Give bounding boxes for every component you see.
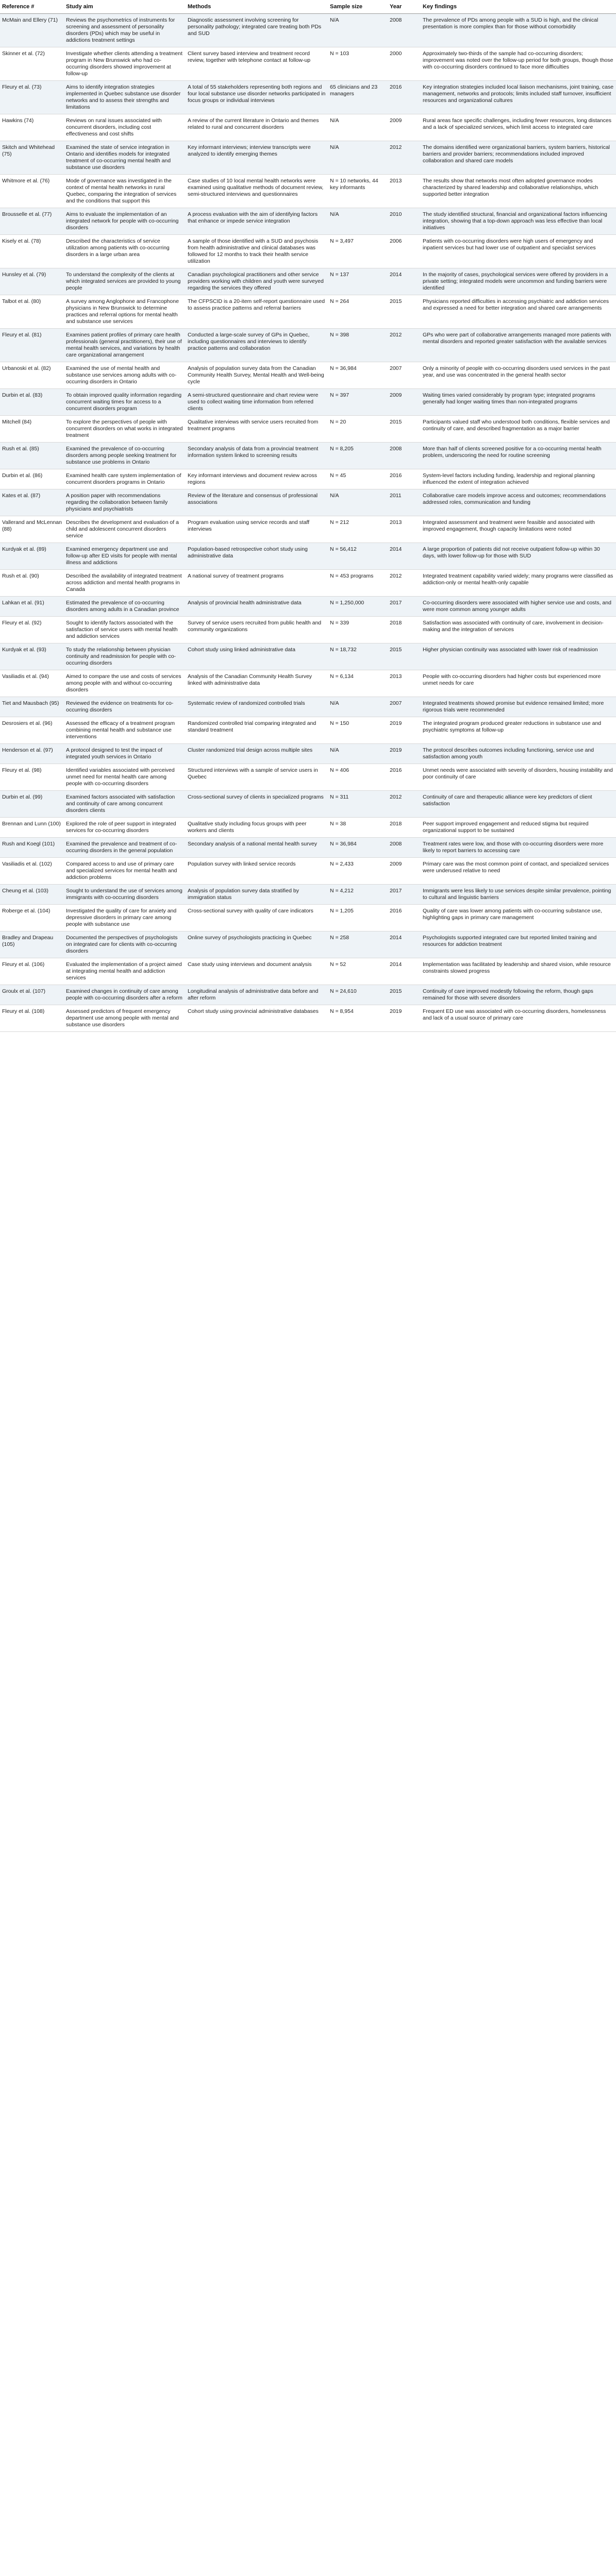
cell-reference: Kurdyak et al. (93) [0, 643, 64, 670]
table-row [0, 670, 616, 697]
cell-reference: Urbanoski et al. (82) [0, 362, 64, 389]
table-row [0, 329, 616, 362]
cell-key-findings: GPs who were part of collaborative arrangements managed more patients with mental disorders and reported greater satisfaction with the available services [421, 329, 616, 362]
cell-key-findings: People with co-occurring disorders had higher costs but experienced more unmet needs for care [421, 670, 616, 697]
cell-study-aim: To obtain improved quality information regarding concurrent waiting times for access to a concurrent disorders program [64, 389, 186, 416]
cell-methods: Analysis of the Canadian Community Health Survey linked with administrative data [186, 670, 328, 697]
cell-methods: Canadian psychological practitioners and other service providers working with children and youth were surveyed regarding the services they offered [186, 268, 328, 295]
cell-year: 2011 [388, 489, 421, 516]
cell-key-findings: Approximately two-thirds of the sample had co-occurring disorders; improvement was noted over the follow-up period for both groups, though those with co-occurring disorders continued to face more difficulties [421, 47, 616, 81]
cell-year: 2015 [388, 985, 421, 1005]
cell-study-aim: Examined the state of service integration in Ontario and identifies models for integrated treatment of co-occurring mental health and substance use disorders [64, 141, 186, 175]
cell-study-aim: Investigated the quality of care for anxiety and depressive disorders in primary care among people with substance use [64, 905, 186, 931]
cell-study-aim: Describes the development and evaluation of a child and adolescent concurrent disorders service [64, 516, 186, 543]
cell-methods: Randomized controlled trial comparing integrated and standard treatment [186, 717, 328, 744]
cell-year: 2018 [388, 818, 421, 838]
cell-methods: Cohort study using linked administrative data [186, 643, 328, 670]
cell-methods: A total of 55 stakeholders representing both regions and four local substance use disorder networks participated in focus groups or individual interviews [186, 81, 328, 114]
cell-sample-size: N/A [328, 114, 388, 141]
cell-sample-size: N = 453 programs [328, 570, 388, 597]
cell-study-aim: A position paper with recommendations regarding the collaboration between family physicians and psychiatrists [64, 489, 186, 516]
cell-study-aim: Examines patient profiles of primary care health professionals (general practitioners), their use of mental health services, and variations by health care organizational arrangement [64, 329, 186, 362]
cell-key-findings: The domains identified were organizational barriers, system barriers, historical barriers and provider barriers; recommendations included improved collaboration and shared care models [421, 141, 616, 175]
table-row [0, 617, 616, 643]
cell-key-findings: The results show that networks most often adopted governance modes characterized by shared leadership and collaborative relationships, which supported better integration [421, 175, 616, 208]
cell-sample-size: N = 1,205 [328, 905, 388, 931]
table-row [0, 985, 616, 1005]
cell-sample-size: N = 1,250,000 [328, 597, 388, 617]
cell-methods: Qualitative interviews with service users recruited from treatment programs [186, 416, 328, 443]
cell-methods: Key informant interviews and document review across regions [186, 469, 328, 489]
cell-year: 2012 [388, 329, 421, 362]
cell-methods: Program evaluation using service records and staff interviews [186, 516, 328, 543]
cell-reference: Groulx et al. (107) [0, 985, 64, 1005]
table-row [0, 208, 616, 235]
table-body [0, 14, 616, 1032]
cell-key-findings: More than half of clients screened positive for a co-occurring mental health problem, underscoring the need for routine screening [421, 443, 616, 469]
cell-sample-size: N = 8,205 [328, 443, 388, 469]
cell-reference: Roberge et al. (104) [0, 905, 64, 931]
table-row [0, 489, 616, 516]
cell-study-aim: Estimated the prevalence of co-occurring disorders among adults in a Canadian province [64, 597, 186, 617]
cell-reference: Mitchell (84) [0, 416, 64, 443]
cell-year: 2018 [388, 617, 421, 643]
cell-year: 2013 [388, 175, 421, 208]
cell-year: 2012 [388, 141, 421, 175]
cell-study-aim: Aimed to compare the use and costs of services among people with and without co-occurring disorders [64, 670, 186, 697]
cell-study-aim: Examined health care system implementation of concurrent disorders programs in Ontario [64, 469, 186, 489]
table-row [0, 1005, 616, 1032]
cell-reference: Tiet and Mausbach (95) [0, 697, 64, 717]
table-row [0, 905, 616, 931]
table-row [0, 114, 616, 141]
cell-year: 2010 [388, 208, 421, 235]
cell-study-aim: To explore the perspectives of people with concurrent disorders on what works in integrated treatment [64, 416, 186, 443]
cell-methods: Analysis of population survey data from the Canadian Community Health Survey, Mental Health and Well-being cycle [186, 362, 328, 389]
table-row [0, 838, 616, 858]
cell-sample-size: N = 150 [328, 717, 388, 744]
cell-year: 2019 [388, 744, 421, 764]
cell-sample-size: N = 137 [328, 268, 388, 295]
table-row [0, 175, 616, 208]
cell-methods: Secondary analysis of data from a provincial treatment information system linked to screening results [186, 443, 328, 469]
cell-sample-size: N = 398 [328, 329, 388, 362]
table-row [0, 443, 616, 469]
cell-reference: Vallerand and McLennan (88) [0, 516, 64, 543]
cell-study-aim: Described the availability of integrated treatment across addiction and mental health programs in Canada [64, 570, 186, 597]
cell-study-aim: Investigate whether clients attending a treatment program in New Brunswick who had co-occurring disorders showed improvement at follow-up [64, 47, 186, 81]
cell-year: 2017 [388, 885, 421, 905]
cell-reference: Talbot et al. (80) [0, 295, 64, 329]
cell-key-findings: Quality of care was lower among patients with co-occurring substance use, highlighting gaps in primary care management [421, 905, 616, 931]
cell-reference: Rush et al. (90) [0, 570, 64, 597]
table-row [0, 858, 616, 885]
cell-sample-size: N = 45 [328, 469, 388, 489]
cell-sample-size: N = 36,984 [328, 838, 388, 858]
cell-sample-size: N = 311 [328, 791, 388, 818]
cell-reference: McMain and Ellery (71) [0, 14, 64, 47]
cell-key-findings: Collaborative care models improve access and outcomes; recommendations addressed roles, communication and funding [421, 489, 616, 516]
cell-sample-size: N = 3,497 [328, 235, 388, 268]
cell-sample-size: N = 212 [328, 516, 388, 543]
cell-methods: Population-based retrospective cohort study using administrative data [186, 543, 328, 570]
literature-review-table [0, 0, 616, 1032]
cell-reference: Rush and Koegl (101) [0, 838, 64, 858]
cell-methods: The CFPSCID is a 20-item self-report questionnaire used to assess practice patterns and referral barriers [186, 295, 328, 329]
cell-year: 2009 [388, 858, 421, 885]
cell-reference: Skitch and Whitehead (75) [0, 141, 64, 175]
cell-key-findings: In the majority of cases, psychological services were offered by providers in a private setting; integrated models were uncommon and funding barriers were identified [421, 268, 616, 295]
cell-year: 2009 [388, 389, 421, 416]
cell-year: 2017 [388, 597, 421, 617]
cell-key-findings: Co-occurring disorders were associated with higher service use and costs, and were more common among younger adults [421, 597, 616, 617]
cell-study-aim: Sought to understand the use of services among immigrants with co-occurring disorders [64, 885, 186, 905]
cell-methods: A review of the current literature in Ontario and themes related to rural and concurrent disorders [186, 114, 328, 141]
table-row [0, 516, 616, 543]
cell-sample-size: N/A [328, 208, 388, 235]
cell-year: 2015 [388, 295, 421, 329]
cell-methods: Systematic review of randomized controlled trials [186, 697, 328, 717]
cell-study-aim: Examined changes in continuity of care among people with co-occurring disorders after a reform [64, 985, 186, 1005]
cell-reference: Henderson et al. (97) [0, 744, 64, 764]
cell-sample-size: N = 36,984 [328, 362, 388, 389]
cell-reference: Durbin et al. (99) [0, 791, 64, 818]
cell-key-findings: Peer support improved engagement and reduced stigma but required organizational support to be sustained [421, 818, 616, 838]
cell-study-aim: Sought to identify factors associated with the satisfaction of service users with mental health and addiction services [64, 617, 186, 643]
cell-methods: Cluster randomized trial design across multiple sites [186, 744, 328, 764]
cell-key-findings: System-level factors including funding, leadership and regional planning influenced the extent of integration achieved [421, 469, 616, 489]
cell-reference: Rush et al. (85) [0, 443, 64, 469]
table-row [0, 268, 616, 295]
cell-study-aim: Examined factors associated with satisfaction and continuity of care among concurrent disorders clients [64, 791, 186, 818]
cell-reference: Fleury et al. (73) [0, 81, 64, 114]
header-row [0, 0, 616, 14]
cell-sample-size: N = 406 [328, 764, 388, 791]
cell-sample-size: N = 52 [328, 958, 388, 985]
cell-year: 2008 [388, 14, 421, 47]
cell-reference: Desrosiers et al. (96) [0, 717, 64, 744]
cell-sample-size: N/A [328, 697, 388, 717]
table-row [0, 885, 616, 905]
cell-study-aim: Assessed predictors of frequent emergency department use among people with mental and substance use disorders [64, 1005, 186, 1032]
cell-key-findings: Continuity of care and therapeutic alliance were key predictors of client satisfaction [421, 791, 616, 818]
cell-key-findings: Satisfaction was associated with continuity of care, involvement in decision-making and the integration of services [421, 617, 616, 643]
table-row [0, 81, 616, 114]
table-row [0, 764, 616, 791]
cell-methods: Survey of service users recruited from public health and community organizations [186, 617, 328, 643]
cell-reference: Cheung et al. (103) [0, 885, 64, 905]
cell-reference: Kurdyak et al. (89) [0, 543, 64, 570]
cell-reference: Brousselle et al. (77) [0, 208, 64, 235]
cell-year: 2013 [388, 670, 421, 697]
cell-methods: Analysis of population survey data stratified by immigration status [186, 885, 328, 905]
cell-sample-size: N/A [328, 489, 388, 516]
cell-reference: Hawkins (74) [0, 114, 64, 141]
cell-year: 2015 [388, 416, 421, 443]
cell-sample-size: N = 264 [328, 295, 388, 329]
table-row [0, 570, 616, 597]
table-row [0, 643, 616, 670]
cell-year: 2012 [388, 570, 421, 597]
cell-year: 2014 [388, 958, 421, 985]
cell-sample-size: N = 20 [328, 416, 388, 443]
cell-key-findings: Key integration strategies included local liaison mechanisms, joint training, case management, networks and protocols; limits included staff turnover, insufficient resources and organizational cultures [421, 81, 616, 114]
cell-reference: Fleury et al. (98) [0, 764, 64, 791]
cell-reference: Hunsley et al. (79) [0, 268, 64, 295]
cell-methods: Structured interviews with a sample of service users in Quebec [186, 764, 328, 791]
table-row [0, 389, 616, 416]
cell-year: 2008 [388, 443, 421, 469]
cell-year: 2014 [388, 268, 421, 295]
table-row [0, 295, 616, 329]
cell-methods: A sample of those identified with a SUD and psychosis from health administrative and clinical databases was followed for 12 months to track their health service utilization [186, 235, 328, 268]
cell-methods: Cross-sectional survey of clients in specialized programs [186, 791, 328, 818]
cell-methods: Case studies of 10 local mental health networks were examined using qualitative methods of document review, semi-structured interviews and questionnaires [186, 175, 328, 208]
table-row [0, 47, 616, 81]
cell-year: 2007 [388, 697, 421, 717]
cell-reference: Brennan and Lunn (100) [0, 818, 64, 838]
cell-sample-size: N/A [328, 141, 388, 175]
cell-methods: Cross-sectional survey with quality of care indicators [186, 905, 328, 931]
cell-year: 2016 [388, 764, 421, 791]
header-reference: Reference # [0, 0, 64, 14]
cell-study-aim: Examined the prevalence and treatment of co-occurring disorders in the general population [64, 838, 186, 858]
cell-key-findings: Continuity of care improved modestly following the reform, though gaps remained for those with severe disorders [421, 985, 616, 1005]
cell-key-findings: The integrated program produced greater reductions in substance use and psychiatric symptoms at follow-up [421, 717, 616, 744]
table-row [0, 791, 616, 818]
cell-reference: Fleury et al. (92) [0, 617, 64, 643]
cell-study-aim: Compared access to and use of primary care and specialized services for mental health and addiction problems [64, 858, 186, 885]
cell-methods: Client survey based interview and treatment record review, together with telephone contact at follow-up [186, 47, 328, 81]
cell-study-aim: To understand the complexity of the clients at which integrated services are provided to young people [64, 268, 186, 295]
cell-study-aim: Reviewed the evidence on treatments for co-occurring disorders [64, 697, 186, 717]
cell-key-findings: Integrated assessment and treatment were feasible and associated with improved engagement, though capacity limitations were noted [421, 516, 616, 543]
cell-year: 2016 [388, 469, 421, 489]
cell-sample-size: N = 56,412 [328, 543, 388, 570]
table-row [0, 141, 616, 175]
cell-methods: Diagnostic assessment involving screening for personality pathology; integrated care treating both PDs and SUD [186, 14, 328, 47]
header-study-aim: Study aim [64, 0, 186, 14]
cell-study-aim: Described the characteristics of service utilization among patients with co-occurring disorders in a large urban area [64, 235, 186, 268]
cell-methods: Key informant interviews; interview transcripts were analyzed to identify emerging themes [186, 141, 328, 175]
cell-key-findings: Higher physician continuity was associated with lower risk of readmission [421, 643, 616, 670]
cell-reference: Kates et al. (87) [0, 489, 64, 516]
cell-study-aim: A protocol designed to test the impact of integrated youth services in Ontario [64, 744, 186, 764]
cell-year: 2016 [388, 905, 421, 931]
cell-year: 2019 [388, 1005, 421, 1032]
cell-year: 2009 [388, 114, 421, 141]
cell-key-findings: Physicians reported difficulties in accessing psychiatric and addiction services and expressed a need for better integration and shared care arrangements [421, 295, 616, 329]
cell-reference: Vasiliadis et al. (102) [0, 858, 64, 885]
cell-reference: Skinner et al. (72) [0, 47, 64, 81]
cell-sample-size: N = 397 [328, 389, 388, 416]
header-year: Year [388, 0, 421, 14]
cell-reference: Durbin et al. (83) [0, 389, 64, 416]
cell-key-findings: Only a minority of people with co-occurring disorders used services in the past year, and use was concentrated in the general health sector [421, 362, 616, 389]
cell-reference: Durbin et al. (86) [0, 469, 64, 489]
cell-study-aim: Evaluated the implementation of a project aimed at integrating mental health and addiction services [64, 958, 186, 985]
cell-year: 2014 [388, 543, 421, 570]
cell-year: 2008 [388, 838, 421, 858]
cell-study-aim: Mode of governance was investigated in the context of mental health networks in rural Quebec, comparing the integration of services and the conditions that support this [64, 175, 186, 208]
cell-key-findings: The study identified structural, financial and organizational factors influencing integration, showing that a top-down approach was less effective than local initiatives [421, 208, 616, 235]
cell-year: 2007 [388, 362, 421, 389]
cell-methods: Online survey of psychologists practicing in Quebec [186, 931, 328, 958]
cell-study-aim: Reviews the psychometrics of instruments for screening and assessment of personality disorders (PDs) which may be useful in addictions treatment settings [64, 14, 186, 47]
table-row [0, 697, 616, 717]
cell-reference: Fleury et al. (108) [0, 1005, 64, 1032]
cell-methods: Cohort study using provincial administrative databases [186, 1005, 328, 1032]
cell-sample-size: N = 10 networks, 44 key informants [328, 175, 388, 208]
table-row [0, 958, 616, 985]
table-row [0, 14, 616, 47]
cell-reference: Fleury et al. (81) [0, 329, 64, 362]
cell-methods: Analysis of provincial health administrative data [186, 597, 328, 617]
cell-year: 2006 [388, 235, 421, 268]
cell-study-aim: Aims to identify integration strategies implemented in Quebec substance use disorder networks and to assess their strengths and limitations [64, 81, 186, 114]
cell-study-aim: Reviews on rural issues associated with concurrent disorders, including cost effectiveness and cost shifts [64, 114, 186, 141]
cell-study-aim: Identified variables associated with perceived unmet need for mental health care among people with co-occurring disorders [64, 764, 186, 791]
cell-key-findings: The protocol describes outcomes including functioning, service use and satisfaction among youth [421, 744, 616, 764]
cell-reference: Fleury et al. (106) [0, 958, 64, 985]
cell-methods: A national survey of treatment programs [186, 570, 328, 597]
cell-reference: Vasiliadis et al. (94) [0, 670, 64, 697]
cell-key-findings: Integrated treatment capability varied widely; many programs were classified as addiction-only or mental health-only capable [421, 570, 616, 597]
cell-methods: Review of the literature and consensus of professional associations [186, 489, 328, 516]
cell-key-findings: Waiting times varied considerably by program type; integrated programs generally had longer waiting times than non-integrated programs [421, 389, 616, 416]
header-methods: Methods [186, 0, 328, 14]
cell-key-findings: Immigrants were less likely to use services despite similar prevalence, pointing to cultural and linguistic barriers [421, 885, 616, 905]
cell-key-findings: Patients with co-occurring disorders were high users of emergency and inpatient services but had lower use of outpatient and specialist services [421, 235, 616, 268]
table-row [0, 416, 616, 443]
table-row [0, 597, 616, 617]
cell-sample-size: N = 339 [328, 617, 388, 643]
cell-study-aim: Documented the perspectives of psychologists on integrated care for clients with co-occurring disorders [64, 931, 186, 958]
cell-study-aim: Aims to evaluate the implementation of an integrated network for people with co-occurring disorders [64, 208, 186, 235]
cell-methods: Conducted a large-scale survey of GPs in Quebec, including questionnaires and interviews to identify practice patterns and collaboration [186, 329, 328, 362]
header-key-findings: Key findings [421, 0, 616, 14]
cell-methods: Secondary analysis of a national mental health survey [186, 838, 328, 858]
table-row [0, 543, 616, 570]
cell-methods: Longitudinal analysis of administrative data before and after reform [186, 985, 328, 1005]
cell-methods: A process evaluation with the aim of identifying factors that enhance or impede service integration [186, 208, 328, 235]
table-row [0, 235, 616, 268]
cell-study-aim: Examined emergency department use and follow-up after ED visits for people with mental illness and addictions [64, 543, 186, 570]
cell-key-findings: Frequent ED use was associated with co-occurring disorders, homelessness and lack of a usual source of primary care [421, 1005, 616, 1032]
cell-sample-size: N = 6,134 [328, 670, 388, 697]
cell-methods: Population survey with linked service records [186, 858, 328, 885]
cell-study-aim: A survey among Anglophone and Francophone physicians in New Brunswick to determine practices and referral options for mental health and substance use services [64, 295, 186, 329]
cell-key-findings: Unmet needs were associated with severity of disorders, housing instability and poor continuity of care [421, 764, 616, 791]
cell-year: 2014 [388, 931, 421, 958]
cell-sample-size: N = 4,212 [328, 885, 388, 905]
cell-key-findings: A large proportion of patients did not receive outpatient follow-up within 30 days, with lower follow-up for those with SUD [421, 543, 616, 570]
cell-key-findings: The prevalence of PDs among people with a SUD is high, and the clinical presentation is more complex than for those without comorbidity [421, 14, 616, 47]
cell-key-findings: Treatment rates were low, and those with co-occurring disorders were more likely to report barriers to accessing care [421, 838, 616, 858]
cell-methods: A semi-structured questionnaire and chart review were used to collect waiting time information from referred clients [186, 389, 328, 416]
cell-sample-size: N = 103 [328, 47, 388, 81]
cell-key-findings: Implementation was facilitated by leadership and shared vision, while resource constraints slowed progress [421, 958, 616, 985]
cell-sample-size: N/A [328, 744, 388, 764]
cell-sample-size: N = 8,954 [328, 1005, 388, 1032]
cell-key-findings: Rural areas face specific challenges, including fewer resources, long distances and a lack of specialized services, which limit access to integrated care [421, 114, 616, 141]
cell-sample-size: 65 clinicians and 23 managers [328, 81, 388, 114]
cell-year: 2012 [388, 791, 421, 818]
cell-key-findings: Integrated treatments showed promise but evidence remained limited; more rigorous trials were recommended [421, 697, 616, 717]
cell-year: 2019 [388, 717, 421, 744]
cell-year: 2013 [388, 516, 421, 543]
table-row [0, 931, 616, 958]
cell-study-aim: Examined the prevalence of co-occurring disorders among people seeking treatment for substance use problems in Ontario [64, 443, 186, 469]
cell-sample-size: N = 38 [328, 818, 388, 838]
cell-sample-size: N = 2,433 [328, 858, 388, 885]
cell-study-aim: Explored the role of peer support in integrated services for co-occurring disorders [64, 818, 186, 838]
cell-methods: Case study using interviews and document analysis [186, 958, 328, 985]
cell-key-findings: Psychologists supported integrated care but reported limited training and resources for addiction treatment [421, 931, 616, 958]
cell-key-findings: Participants valued staff who understood both conditions, flexible services and continuity of care, and described fragmentation as a major barrier [421, 416, 616, 443]
table-row [0, 362, 616, 389]
cell-key-findings: Primary care was the most common point of contact, and specialized services were underused relative to need [421, 858, 616, 885]
cell-sample-size: N = 24,610 [328, 985, 388, 1005]
cell-reference: Kisely et al. (78) [0, 235, 64, 268]
cell-study-aim: To study the relationship between physician continuity and readmission for people with co-occurring disorders [64, 643, 186, 670]
table-row [0, 717, 616, 744]
cell-methods: Qualitative study including focus groups with peer workers and clients [186, 818, 328, 838]
cell-reference: Whitmore et al. (76) [0, 175, 64, 208]
cell-study-aim: Examined the use of mental health and substance use services among adults with co-occurring disorders in Ontario [64, 362, 186, 389]
cell-study-aim: Assessed the efficacy of a treatment program combining mental health and substance use interventions [64, 717, 186, 744]
cell-reference: Lahkan et al. (91) [0, 597, 64, 617]
table-row [0, 469, 616, 489]
header-sample-size: Sample size [328, 0, 388, 14]
cell-year: 2000 [388, 47, 421, 81]
cell-year: 2015 [388, 643, 421, 670]
cell-sample-size: N/A [328, 14, 388, 47]
table-row [0, 744, 616, 764]
cell-sample-size: N = 258 [328, 931, 388, 958]
cell-year: 2016 [388, 81, 421, 114]
cell-sample-size: N = 18,732 [328, 643, 388, 670]
cell-reference: Bradley and Drapeau (105) [0, 931, 64, 958]
table-row [0, 818, 616, 838]
table-header [0, 0, 616, 14]
